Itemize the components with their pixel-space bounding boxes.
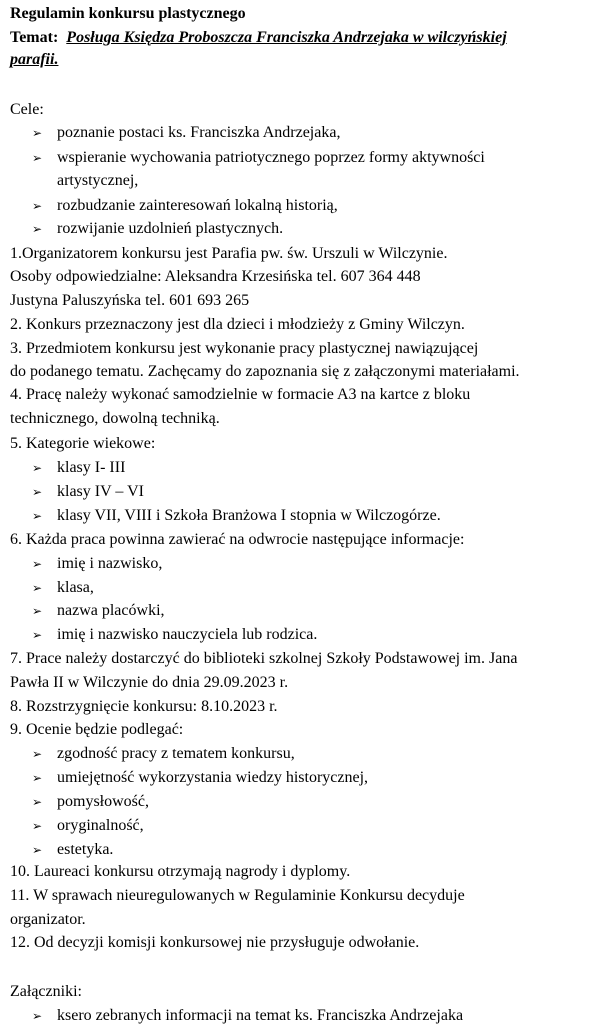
- bullet-icon: ➢: [32, 199, 43, 213]
- bullet-icon: ➢: [32, 604, 43, 618]
- bullet-icon: ➢: [32, 509, 43, 523]
- bullet-icon: ➢: [32, 557, 43, 571]
- criteria-item: umiejętność wykorzystania wiedzy historycznej,: [57, 769, 369, 786]
- bullet-icon: ➢: [32, 485, 43, 499]
- bullet-icon: ➢: [32, 581, 43, 595]
- rule-3: 3. Przedmiotem konkursu jest wykonanie pracy plastycznej nawiązującej: [10, 340, 479, 357]
- rule-9: 9. Ocenie będzie podlegać:: [10, 721, 184, 738]
- rule-10: 10. Laureaci konkursu otrzymają nagrody i dyplomy.: [10, 863, 351, 880]
- criteria-item: pomysłowość,: [57, 793, 149, 810]
- goal-item-continued: artystycznej,: [57, 172, 139, 189]
- criteria-item: estetyka.: [57, 841, 114, 858]
- bullet-icon: ➢: [32, 771, 43, 785]
- bullet-icon: ➢: [32, 1009, 43, 1023]
- required-info-item: nazwa placówki,: [57, 602, 165, 619]
- rule-6: 6. Każda praca powinna zawierać na odwrocie następujące informacje:: [10, 531, 465, 548]
- topic-line: [10, 27, 507, 49]
- age-category-item: klasy IV – VI: [57, 483, 144, 500]
- rule-7-continued: Pawła II w Wilczynie do dnia 29.09.2023 r.: [10, 674, 289, 691]
- attachment-item: ksero zebranych informacji na temat ks. Franciszka Andrzejaka: [57, 1007, 464, 1024]
- rule-1-contact: Osoby odpowiedzialne: Aleksandra Krzesińska tel. 607 364 448: [10, 268, 421, 285]
- rule-8: 8. Rozstrzygnięcie konkursu: 8.10.2023 r.: [10, 698, 278, 715]
- rule-3-continued: do podanego tematu. Zachęcamy do zapoznania się z załączonymi materiałami.: [10, 363, 520, 380]
- goal-item: rozbudzanie zainteresowań lokalną historią,: [57, 197, 338, 214]
- topic-text-continued: parafii.: [10, 51, 59, 68]
- criteria-item: zgodność pracy z tematem konkursu,: [57, 745, 295, 762]
- topic-text: Posługa Księdza Proboszcza Franciszka Andrzejaka w wilczyńskiej: [66, 29, 507, 46]
- attachments-label: Załączniki:: [10, 983, 82, 1000]
- bullet-icon: ➢: [32, 461, 43, 475]
- age-category-item: klasy I- III: [57, 459, 126, 476]
- bullet-icon: ➢: [32, 222, 43, 236]
- required-info-item: imię i nazwisko,: [57, 555, 163, 572]
- goal-item: rozwijanie uzdolnień plastycznych.: [57, 220, 284, 237]
- rule-4-continued: technicznego, dowolną techniką.: [10, 410, 220, 427]
- bullet-icon: ➢: [32, 795, 43, 809]
- required-info-item: klasa,: [57, 579, 94, 596]
- goal-item: wspieranie wychowania patriotycznego poprzez formy aktywności: [57, 149, 485, 166]
- rule-1-contact: Justyna Paluszyńska tel. 601 693 265: [10, 292, 250, 309]
- rule-1: 1.Organizatorem konkursu jest Parafia pw. św. Urszuli w Wilczynie.: [10, 245, 448, 262]
- bullet-icon: ➢: [32, 819, 43, 833]
- rule-4: 4. Pracę należy wykonać samodzielnie w formacie A3 na kartce z bloku: [10, 386, 471, 403]
- required-info-item: imię i nazwisko nauczyciela lub rodzica.: [57, 626, 318, 643]
- rule-2: 2. Konkurs przeznaczony jest dla dzieci i młodzieży z Gminy Wilczyn.: [10, 316, 465, 333]
- rule-5: 5. Kategorie wiekowe:: [10, 435, 156, 452]
- rule-7: 7. Prace należy dostarczyć do biblioteki szkolnej Szkoły Podstawowej im. Jana: [10, 650, 518, 667]
- criteria-item: oryginalność,: [57, 817, 144, 834]
- bullet-icon: ➢: [32, 126, 43, 140]
- age-category-item: klasy VII, VIII i Szkoła Branżowa I stopnia w Wilczogórze.: [57, 507, 441, 524]
- goals-label: Cele:: [10, 101, 44, 118]
- rule-12: 12. Od decyzji komisji konkursowej nie przysługuje odwołanie.: [10, 934, 420, 951]
- document-title: Regulamin konkursu plastycznego: [10, 5, 246, 22]
- rule-11: 11. W sprawach nieuregulowanych w Regulaminie Konkursu decyduje: [10, 887, 465, 904]
- bullet-icon: ➢: [32, 843, 43, 857]
- bullet-icon: ➢: [32, 151, 43, 165]
- bullet-icon: ➢: [32, 747, 43, 761]
- rule-11-continued: organizator.: [10, 911, 86, 928]
- bullet-icon: ➢: [32, 628, 43, 642]
- topic-label: Temat:: [10, 29, 59, 46]
- goal-item: poznanie postaci ks. Franciszka Andrzejaka,: [57, 124, 341, 141]
